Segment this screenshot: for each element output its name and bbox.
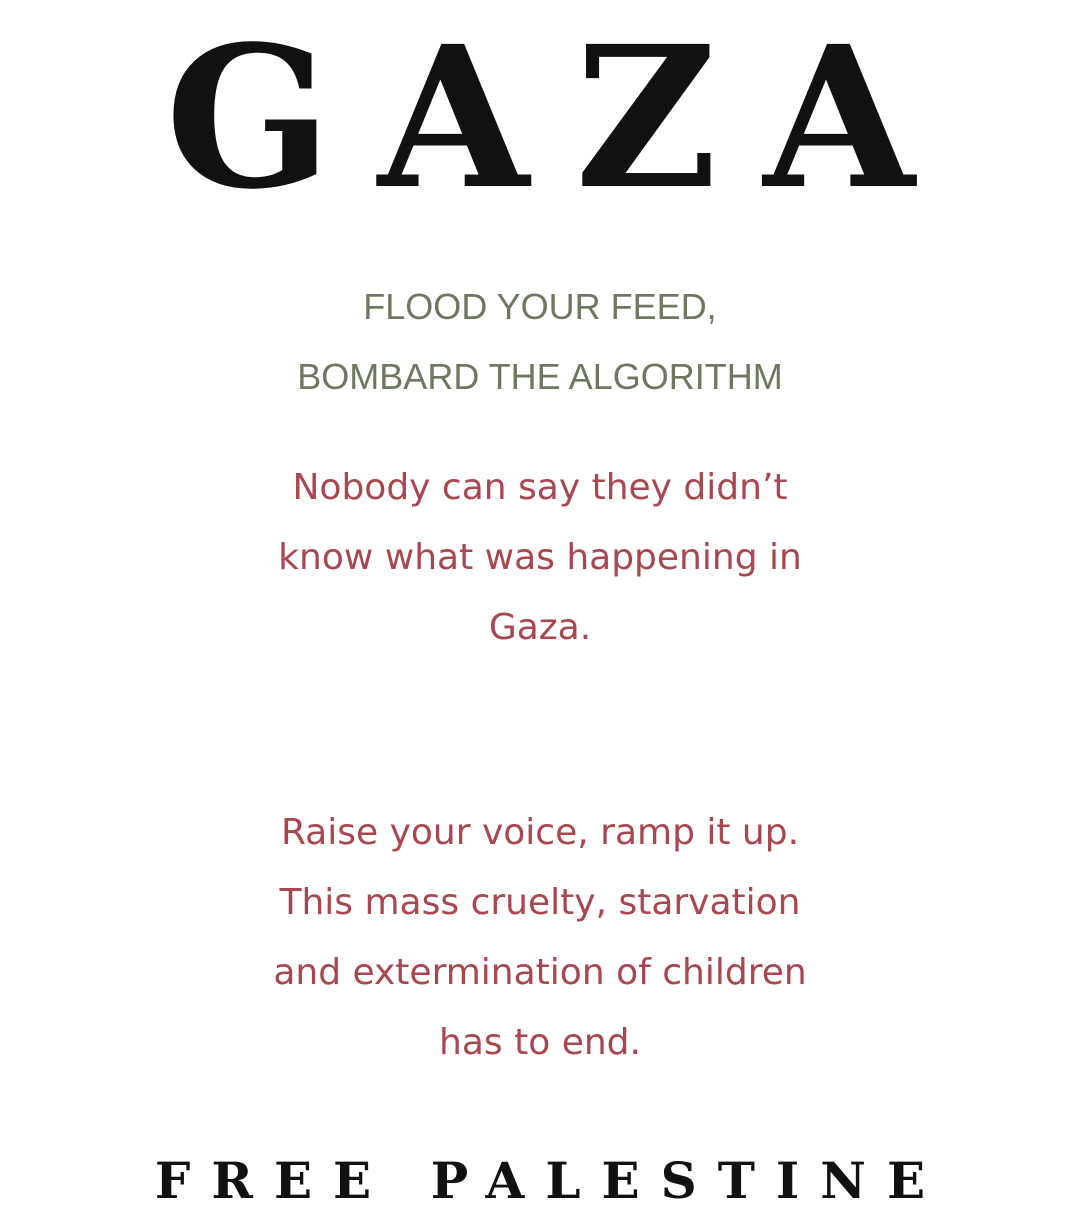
subtitle-line: BOMBARD THE ALGORITHM <box>297 356 783 397</box>
message-paragraph-1 <box>0 453 1080 663</box>
message-line: Raise your voice, ramp it up. <box>280 812 800 853</box>
message-line: Gaza. <box>488 607 592 648</box>
subtitle-line: FLOOD YOUR FEED, <box>363 286 717 327</box>
message-line: has to end. <box>439 1022 641 1063</box>
message-line: know what was happening in <box>278 537 802 578</box>
message-line: This mass cruelty, starvation <box>279 882 801 923</box>
footer-slogan: FREE PALESTINE <box>154 1151 947 1210</box>
message-line: Nobody can say they didn’t <box>292 467 788 508</box>
poster-title: GAZA <box>165 3 961 232</box>
subtitle <box>0 272 1080 412</box>
message-line: and extermination of children <box>273 952 807 993</box>
message-paragraph-2 <box>0 798 1080 1078</box>
